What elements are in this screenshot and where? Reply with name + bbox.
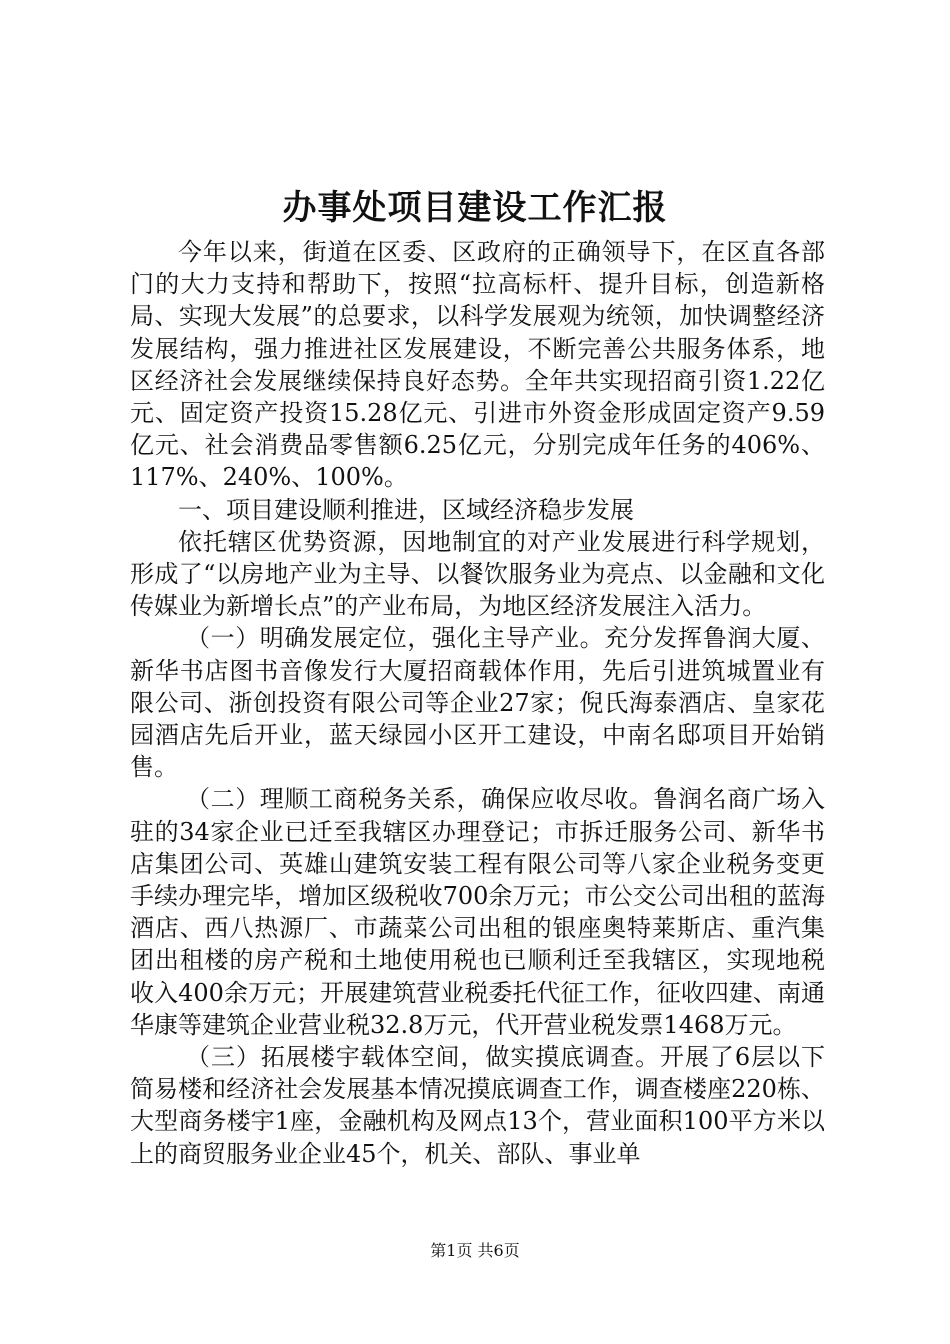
page-number: 第1页 共6页 [430,1241,520,1260]
paragraph-item-3: （三）拓展楼宇载体空间，做实摸底调查。开展了6层以下简易楼和经济社会发展基本情况摸底调查工作，调查楼座220栋、大型商务楼宇1座，金融机构及网点13个，营业面积100平方米以上的商贸服务业企业45个，机关、部队、事业单 [130,1043,825,1168]
paragraph-intro: 今年以来，街道在区委、区政府的正确领导下，在区直各部门的大力支持和帮助下，按照“拉高标杆、提升目标，创造新格局、实现大发展”的总要求，以科学发展观为统领，加快调整经济发展结构，强力推进社区发展建设，不断完善公共服务体系，地区经济社会发展继续保持良好态势。全年共实现招商引资1.22亿元、固定资产投资15.28亿元、引进市外资金形成固定资产9.59亿元、社会消费品零售额6.25亿元，分别完成年任务的406%、117%、240%、100%。 [130,238,825,492]
document-body [130,236,825,1170]
paragraph-item-2: （二）理顺工商税务关系，确保应收尽收。鲁润名商广场入驻的34家企业已迁至我辖区办理登记；市拆迁服务公司、新华书店集团公司、英雄山建筑安装工程有限公司等八家企业税务变更手续办理完毕，增加区级税收700余万元；市公交公司出租的蓝海酒店、西八热源厂、市蔬菜公司出租的银座奥特莱斯店、重汽集团出租楼的房产税和土地使用税也已顺利迁至我辖区，实现地税收入400余万元；开展建筑营业税委托代征工作，征收四建、南通华康等建筑企业营业税32.8万元，代开营业税发票1468万元。 [130,785,825,1039]
paragraph-section-intro: 依托辖区优势资源，因地制宜的对产业发展进行科学规划，形成了“以房地产业为主导、以餐饮服务业为亮点、以金融和文化传媒业为新增长点”的产业布局，为地区经济发展注入活力。 [130,527,825,621]
document-title: 办事处项目建设工作汇报 [282,188,668,228]
section-heading: 一、项目建设顺利推进，区域经济稳步发展 [178,495,634,524]
paragraph-item-1: （一）明确发展定位，强化主导产业。充分发挥鲁润大厦、新华书店图书音像发行大厦招商载体作用，先后引进筑城置业有限公司、浙创投资有限公司等企业27家；倪氏海泰酒店、皇家花园酒店先后开业，蓝天绿园小区开工建设，中南名邸项目开始销售。 [130,624,825,782]
